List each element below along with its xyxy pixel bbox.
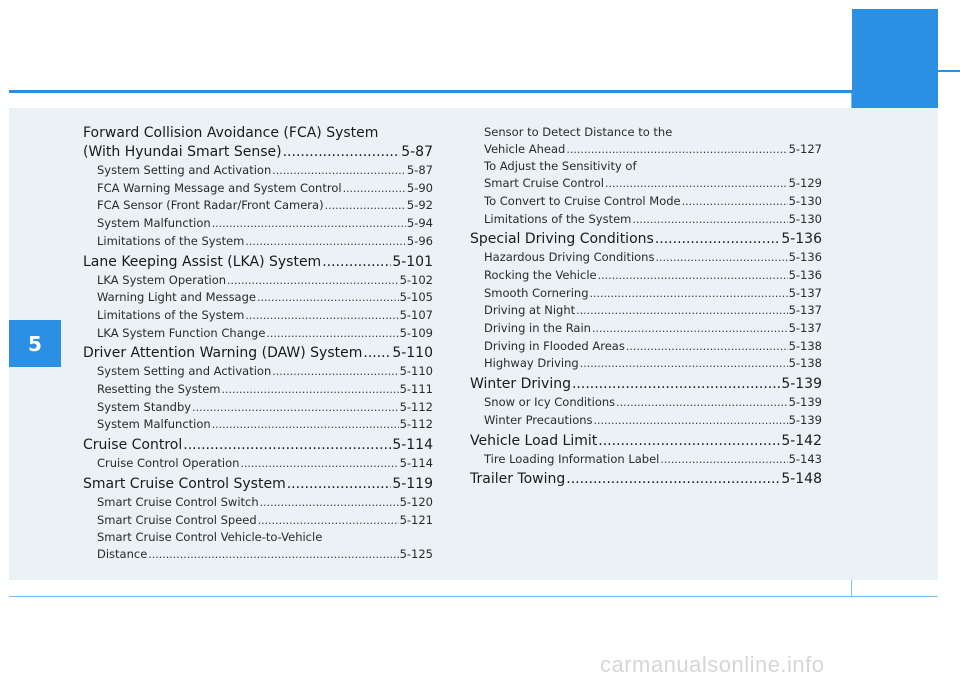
leader-dots — [590, 285, 788, 303]
toc-page: 5-112 — [399, 417, 433, 432]
toc-page: 5-96 — [406, 233, 433, 248]
toc-title: Limitations of the System — [97, 307, 245, 322]
leader-dots — [572, 375, 780, 394]
toc-entry[interactable] — [470, 211, 822, 229]
toc-page: 5-90 — [406, 180, 433, 195]
toc-entry-wrap-line: Smart Cruise Control Vehicle-to-Vehicle — [97, 530, 323, 545]
toc-entry[interactable] — [470, 267, 822, 285]
toc-title: System Standby — [97, 399, 192, 414]
toc-page: 5-136 — [788, 250, 822, 265]
toc-entry[interactable] — [83, 381, 433, 399]
toc-page: 5-111 — [399, 382, 433, 397]
bottom-rule — [9, 596, 938, 597]
leader-dots — [605, 175, 788, 193]
toc-right-column — [470, 124, 822, 489]
toc-page: 5-136 — [788, 267, 822, 282]
toc-heading-daw[interactable] — [83, 344, 433, 363]
toc-page: 5-137 — [788, 285, 822, 300]
top-accent-rule — [9, 90, 938, 93]
toc-entry[interactable] — [83, 455, 433, 473]
toc-page: 5-114 — [392, 437, 433, 454]
toc-heading-trailer[interactable] — [470, 470, 822, 489]
toc-entry[interactable] — [470, 394, 822, 412]
toc-page: 5-102 — [399, 272, 433, 287]
toc-page: 5-130 — [788, 193, 822, 208]
toc-heading-special-driving[interactable] — [470, 230, 822, 249]
leader-dots — [183, 436, 391, 455]
toc-entry[interactable] — [83, 512, 433, 530]
toc-page: 5-138 — [788, 338, 822, 353]
leader-dots — [616, 394, 787, 412]
toc-entry-wrap-line: Sensor to Detect Distance to the — [484, 125, 673, 139]
toc-title: Trailer Towing — [470, 471, 566, 488]
leader-dots — [598, 432, 780, 451]
toc-entry[interactable] — [83, 546, 433, 564]
toc-page: 5-129 — [788, 176, 822, 191]
leader-dots — [566, 141, 787, 159]
leader-dots — [660, 451, 787, 469]
toc-title: Driving in the Rain — [484, 321, 591, 336]
toc-title: Resetting the System — [97, 382, 221, 397]
leader-dots — [283, 143, 401, 162]
toc-title: Driving at Night — [484, 303, 576, 318]
toc-entry[interactable] — [470, 249, 822, 267]
toc-title: Smart Cruise Control System — [83, 475, 286, 492]
toc-entry[interactable] — [470, 451, 822, 469]
toc-title: Winter Driving — [470, 376, 571, 393]
leader-dots — [272, 363, 398, 381]
leader-dots — [148, 546, 398, 564]
toc-title: To Convert to Cruise Control Mode — [484, 193, 681, 208]
toc-page: 5-94 — [406, 216, 433, 231]
leader-dots — [632, 211, 787, 229]
toc-page: 5-112 — [399, 399, 433, 414]
toc-title: Limitations of the System — [484, 211, 632, 226]
leader-dots — [682, 193, 788, 211]
toc-entry[interactable] — [83, 197, 433, 215]
leader-dots — [566, 470, 780, 489]
toc-title: Cruise Control — [83, 437, 183, 454]
toc-page: 5-139 — [781, 376, 822, 393]
leader-dots — [245, 233, 406, 251]
toc-title: FCA Sensor (Front Radar/Front Camera) — [97, 198, 324, 213]
leader-dots — [363, 344, 391, 363]
toc-title: Snow or Icy Conditions — [484, 395, 616, 410]
leader-dots — [266, 325, 398, 343]
toc-title: Hazardous Driving Conditions — [484, 250, 655, 265]
toc-title: System Malfunction — [97, 417, 211, 432]
leader-dots — [655, 230, 781, 249]
toc-entry[interactable] — [470, 175, 822, 193]
leader-dots — [260, 494, 399, 512]
toc-page: 5-109 — [399, 325, 433, 340]
chapter-tab[interactable]: 5 — [9, 320, 61, 367]
toc-page: 5-105 — [399, 290, 433, 305]
toc-page: 5-121 — [399, 512, 433, 527]
toc-title: Warning Light and Message — [97, 290, 256, 305]
leader-dots — [322, 253, 391, 272]
toc-title: Driver Attention Warning (DAW) System — [83, 345, 363, 362]
leader-dots — [227, 272, 399, 290]
toc-entry[interactable] — [470, 285, 822, 303]
toc-title: Limitations of the System — [97, 233, 245, 248]
toc-title: System Malfunction — [97, 216, 211, 231]
toc-title: Lane Keeping Assist (LKA) System — [83, 253, 322, 270]
toc-title: FCA Warning Message and System Control — [97, 180, 342, 195]
leader-dots — [222, 381, 399, 399]
toc-entry[interactable] — [83, 180, 433, 198]
leader-dots — [626, 338, 788, 356]
toc-page: 5-110 — [399, 364, 433, 379]
toc-title: System Setting and Activation — [97, 364, 272, 379]
toc-page: 5-101 — [392, 253, 433, 270]
leader-dots — [594, 412, 788, 430]
toc-page: 5-92 — [406, 198, 433, 213]
toc-entry[interactable] — [83, 289, 433, 307]
leader-dots — [272, 162, 406, 180]
toc-page: 5-114 — [399, 456, 433, 471]
toc-title: Distance — [97, 546, 148, 561]
leader-dots — [287, 475, 392, 494]
toc-page: 5-137 — [788, 321, 822, 336]
toc-title: Vehicle Load Limit — [470, 432, 598, 449]
toc-title: System Setting and Activation — [97, 163, 272, 177]
toc-heading-cruise[interactable] — [83, 436, 433, 455]
toc-page: 5-142 — [781, 432, 822, 449]
toc-title: Vehicle Ahead — [484, 141, 566, 156]
toc-heading-lka[interactable] — [83, 253, 433, 272]
toc-page: 5-107 — [399, 307, 433, 322]
toc-title: Tire Loading Information Label — [484, 451, 660, 466]
leader-dots — [655, 249, 787, 267]
toc-title: Smart Cruise Control Speed — [97, 512, 257, 527]
toc-title: LKA System Operation — [97, 272, 227, 287]
toc-entry[interactable] — [470, 320, 822, 338]
leader-dots — [212, 215, 406, 233]
leader-dots — [580, 355, 788, 373]
toc-title: Rocking the Vehicle — [484, 267, 597, 282]
toc-heading-winter[interactable] — [470, 375, 822, 394]
toc-entry[interactable] — [83, 307, 433, 325]
toc-page: 5-125 — [399, 546, 433, 561]
toc-page: 5-143 — [788, 451, 822, 466]
toc-page: 5-110 — [392, 345, 433, 362]
leader-dots — [257, 289, 399, 307]
toc-page: 5-87 — [406, 163, 433, 177]
toc-page: 5-139 — [788, 412, 822, 427]
toc-page: 5-127 — [788, 141, 822, 156]
toc-entry[interactable] — [83, 399, 433, 417]
toc-heading-fca[interactable] — [83, 143, 433, 162]
leader-dots — [245, 307, 398, 325]
toc-title: Special Driving Conditions — [470, 231, 654, 248]
leader-dots — [240, 455, 398, 473]
watermark: carmanualsonline.info — [600, 652, 825, 677]
leader-dots — [592, 320, 788, 338]
toc-page: 5-130 — [788, 211, 822, 226]
toc-title: Smooth Cornering — [484, 285, 589, 300]
toc-page: 5-136 — [781, 231, 822, 248]
toc-entry[interactable] — [83, 233, 433, 251]
right-accent-rule — [938, 70, 960, 72]
leader-dots — [192, 399, 398, 417]
toc-page: 5-120 — [399, 494, 433, 509]
toc-entry[interactable] — [470, 338, 822, 356]
leader-dots — [212, 416, 399, 434]
toc-entry[interactable] — [470, 302, 822, 320]
leader-dots — [258, 512, 399, 530]
toc-page: 5-138 — [788, 356, 822, 371]
toc-page: 5-139 — [788, 395, 822, 410]
toc-title: (With Hyundai Smart Sense) — [83, 144, 282, 160]
toc-title: Winter Precautions — [484, 412, 593, 427]
toc-heading-fca-line1: Forward Collision Avoidance (FCA) System — [83, 125, 379, 141]
toc-title: Smart Cruise Control — [484, 176, 604, 191]
toc-heading-scc[interactable] — [83, 475, 433, 494]
toc-entry-wrap-line: To Adjust the Sensitivity of — [484, 159, 637, 174]
toc-entry[interactable] — [470, 412, 822, 430]
toc-entry[interactable] — [83, 325, 433, 343]
toc-entry[interactable] — [83, 162, 433, 180]
toc-entry[interactable] — [470, 193, 822, 211]
toc-left-column — [83, 124, 433, 564]
toc-title: Highway Driving — [484, 356, 579, 371]
toc-entry[interactable] — [83, 363, 433, 381]
toc-heading-load-limit[interactable] — [470, 432, 822, 451]
corner-accent-block — [852, 9, 938, 109]
toc-title: Smart Cruise Control Switch — [97, 494, 259, 509]
toc-entry[interactable] — [83, 215, 433, 233]
toc-entry[interactable] — [83, 494, 433, 512]
toc-entry[interactable] — [470, 355, 822, 373]
leader-dots — [325, 197, 406, 215]
toc-entry[interactable] — [83, 272, 433, 290]
toc-entry[interactable] — [83, 416, 433, 434]
toc-page: 5-137 — [788, 303, 822, 318]
toc-entry[interactable] — [470, 141, 822, 159]
toc-page: 5-119 — [392, 475, 433, 492]
toc-title: Driving in Flooded Areas — [484, 338, 625, 353]
toc-page: 5-148 — [781, 471, 822, 488]
toc-title: LKA System Function Change — [97, 325, 266, 340]
toc-page: 5-87 — [401, 144, 433, 160]
leader-dots — [598, 267, 788, 285]
toc-title: Cruise Control Operation — [97, 456, 240, 471]
leader-dots — [343, 180, 406, 198]
leader-dots — [576, 302, 787, 320]
